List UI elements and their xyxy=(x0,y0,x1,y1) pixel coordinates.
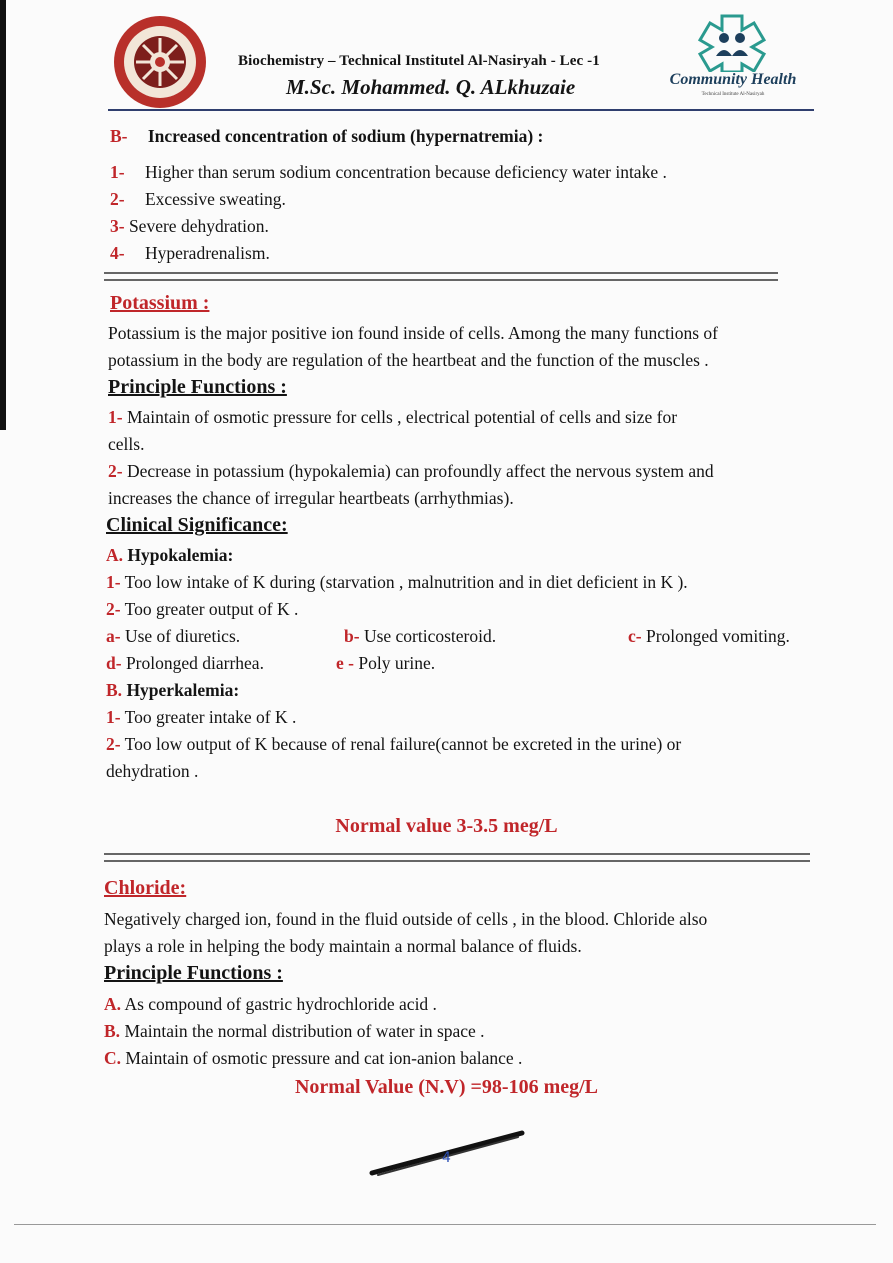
list-item xyxy=(110,159,667,186)
cause-text: Poly urine. xyxy=(358,653,436,673)
community-health-logo xyxy=(662,12,802,104)
item-text: Too greater output of K . xyxy=(124,599,299,619)
footer-rule xyxy=(14,1224,876,1225)
clinical-significance-heading: Clinical Significance: xyxy=(106,514,288,536)
cause-letter: e - xyxy=(336,653,354,673)
list-item xyxy=(106,596,298,623)
item-text: Maintain of osmotic pressure and cat ion-anion balance . xyxy=(125,1048,523,1068)
community-health-subtext: Technical Institute Al-Nasiryah xyxy=(701,92,765,97)
section-marker: B. xyxy=(106,680,123,700)
item-text: Too low output of K because of renal failure(cannot be excreted in the urine) or xyxy=(124,734,682,754)
header-author-line: M.Sc. Mohammed. Q. ALkhuzaie xyxy=(286,75,576,99)
chloride-intro-line1: Negatively charged ion, found in the fluid outside of cells , in the blood. Chloride also xyxy=(104,909,708,929)
potassium-intro-line2: potassium in the body are regulation of the heartbeat and the function of the muscles . xyxy=(108,350,709,370)
item-text: Maintain of osmotic pressure for cells , electrical potential of cells and size for xyxy=(126,407,678,427)
chloride-intro-line2: plays a role in helping the body maintain a normal balance of fluids. xyxy=(104,936,582,956)
item-text: Too low intake of K during (starvation , malnutrition and in diet deficient in K ). xyxy=(124,572,688,592)
potassium-functions-heading: Principle Functions : xyxy=(108,376,287,398)
function-item-continuation: increases the chance of irregular heartbeats (arrhythmias). xyxy=(108,488,514,508)
item-number: 2- xyxy=(110,189,125,209)
header-rule xyxy=(108,109,814,111)
chloride-heading: Chloride: xyxy=(104,877,187,899)
item-number: 2- xyxy=(106,599,121,619)
list-item xyxy=(104,991,437,1018)
cause-letter: d- xyxy=(106,653,122,673)
hypernatremia-title: Increased concentration of sodium (hypernatremia) : xyxy=(147,126,544,146)
cause-item xyxy=(336,650,435,677)
cause-text: Use of diuretics. xyxy=(124,626,241,646)
page-number: 4 xyxy=(442,1150,451,1166)
potassium-intro-line1: Potassium is the major positive ion found inside of cells. Among the many functions of xyxy=(108,323,719,343)
item-number: 3- xyxy=(110,216,125,236)
list-item xyxy=(106,569,688,596)
hypokalemia-title: Hypokalemia: xyxy=(127,545,234,565)
item-number: 2- xyxy=(108,461,123,481)
list-item xyxy=(110,240,270,267)
cause-item xyxy=(628,623,790,650)
hyperkalemia-title: Hyperkalemia: xyxy=(126,680,240,700)
cause-item xyxy=(106,623,240,650)
item-text: Excessive sweating. xyxy=(144,189,286,209)
list-item xyxy=(106,704,296,731)
item-text: Decrease in potassium (hypokalemia) can profoundly affect the nervous system and xyxy=(126,461,714,481)
section-marker: B- xyxy=(110,126,128,146)
section-divider xyxy=(104,272,778,281)
list-item xyxy=(104,1018,485,1045)
medical-team-icon xyxy=(662,12,802,72)
function-item xyxy=(108,458,820,485)
potassium-normal-value: Normal value 3-3.5 meg/L xyxy=(335,815,558,837)
cause-letter: a- xyxy=(106,626,121,646)
cause-item xyxy=(106,650,264,677)
community-health-text: Community Health xyxy=(669,71,797,88)
cause-text: Prolonged diarrhea. xyxy=(125,653,264,673)
item-text: Hyperadrenalism. xyxy=(144,243,270,263)
list-item xyxy=(110,213,269,240)
item-number: 1- xyxy=(106,707,121,727)
cause-text: Use corticosteroid. xyxy=(363,626,497,646)
function-item-continuation: cells. xyxy=(108,434,145,454)
function-item xyxy=(108,404,820,431)
cause-letter: c- xyxy=(628,626,642,646)
hyperkalemia-heading xyxy=(106,677,239,704)
chloride-functions-heading: Principle Functions : xyxy=(104,962,283,984)
page-edge-bar xyxy=(0,0,6,430)
item-text: Too greater intake of K . xyxy=(124,707,297,727)
item-text: Higher than serum sodium concentration because deficiency water intake . xyxy=(144,162,667,182)
item-text: As compound of gastric hydrochloride acid . xyxy=(124,994,437,1014)
item-number: 1- xyxy=(110,162,125,182)
item-number: 1- xyxy=(108,407,123,427)
item-marker: B. xyxy=(104,1021,121,1041)
section-marker: A. xyxy=(106,545,124,565)
cause-letter: b- xyxy=(344,626,360,646)
item-number: 4- xyxy=(110,243,125,263)
item-marker: A. xyxy=(104,994,122,1014)
item-text: Severe dehydration. xyxy=(128,216,269,236)
institute-emblem-logo xyxy=(108,14,212,110)
list-item xyxy=(104,1045,522,1072)
list-item xyxy=(106,731,820,758)
cause-item xyxy=(344,623,496,650)
cause-text: Prolonged vomiting. xyxy=(645,626,790,646)
item-text: Maintain the normal distribution of water in space . xyxy=(124,1021,485,1041)
item-number: 1- xyxy=(106,572,121,592)
chloride-normal-value: Normal Value (N.V) =98-106 meg/L xyxy=(294,1076,599,1098)
hypokalemia-heading xyxy=(106,542,233,569)
section-divider xyxy=(104,853,810,862)
item-number: 2- xyxy=(106,734,121,754)
list-item-continuation: dehydration . xyxy=(106,761,199,781)
list-item xyxy=(110,186,286,213)
header-course-line: Biochemistry – Technical Institutel Al-Nasiryah - Lec -1 xyxy=(238,53,600,69)
hypernatremia-heading xyxy=(110,123,543,150)
potassium-heading: Potassium : xyxy=(110,292,210,314)
item-marker: C. xyxy=(104,1048,122,1068)
